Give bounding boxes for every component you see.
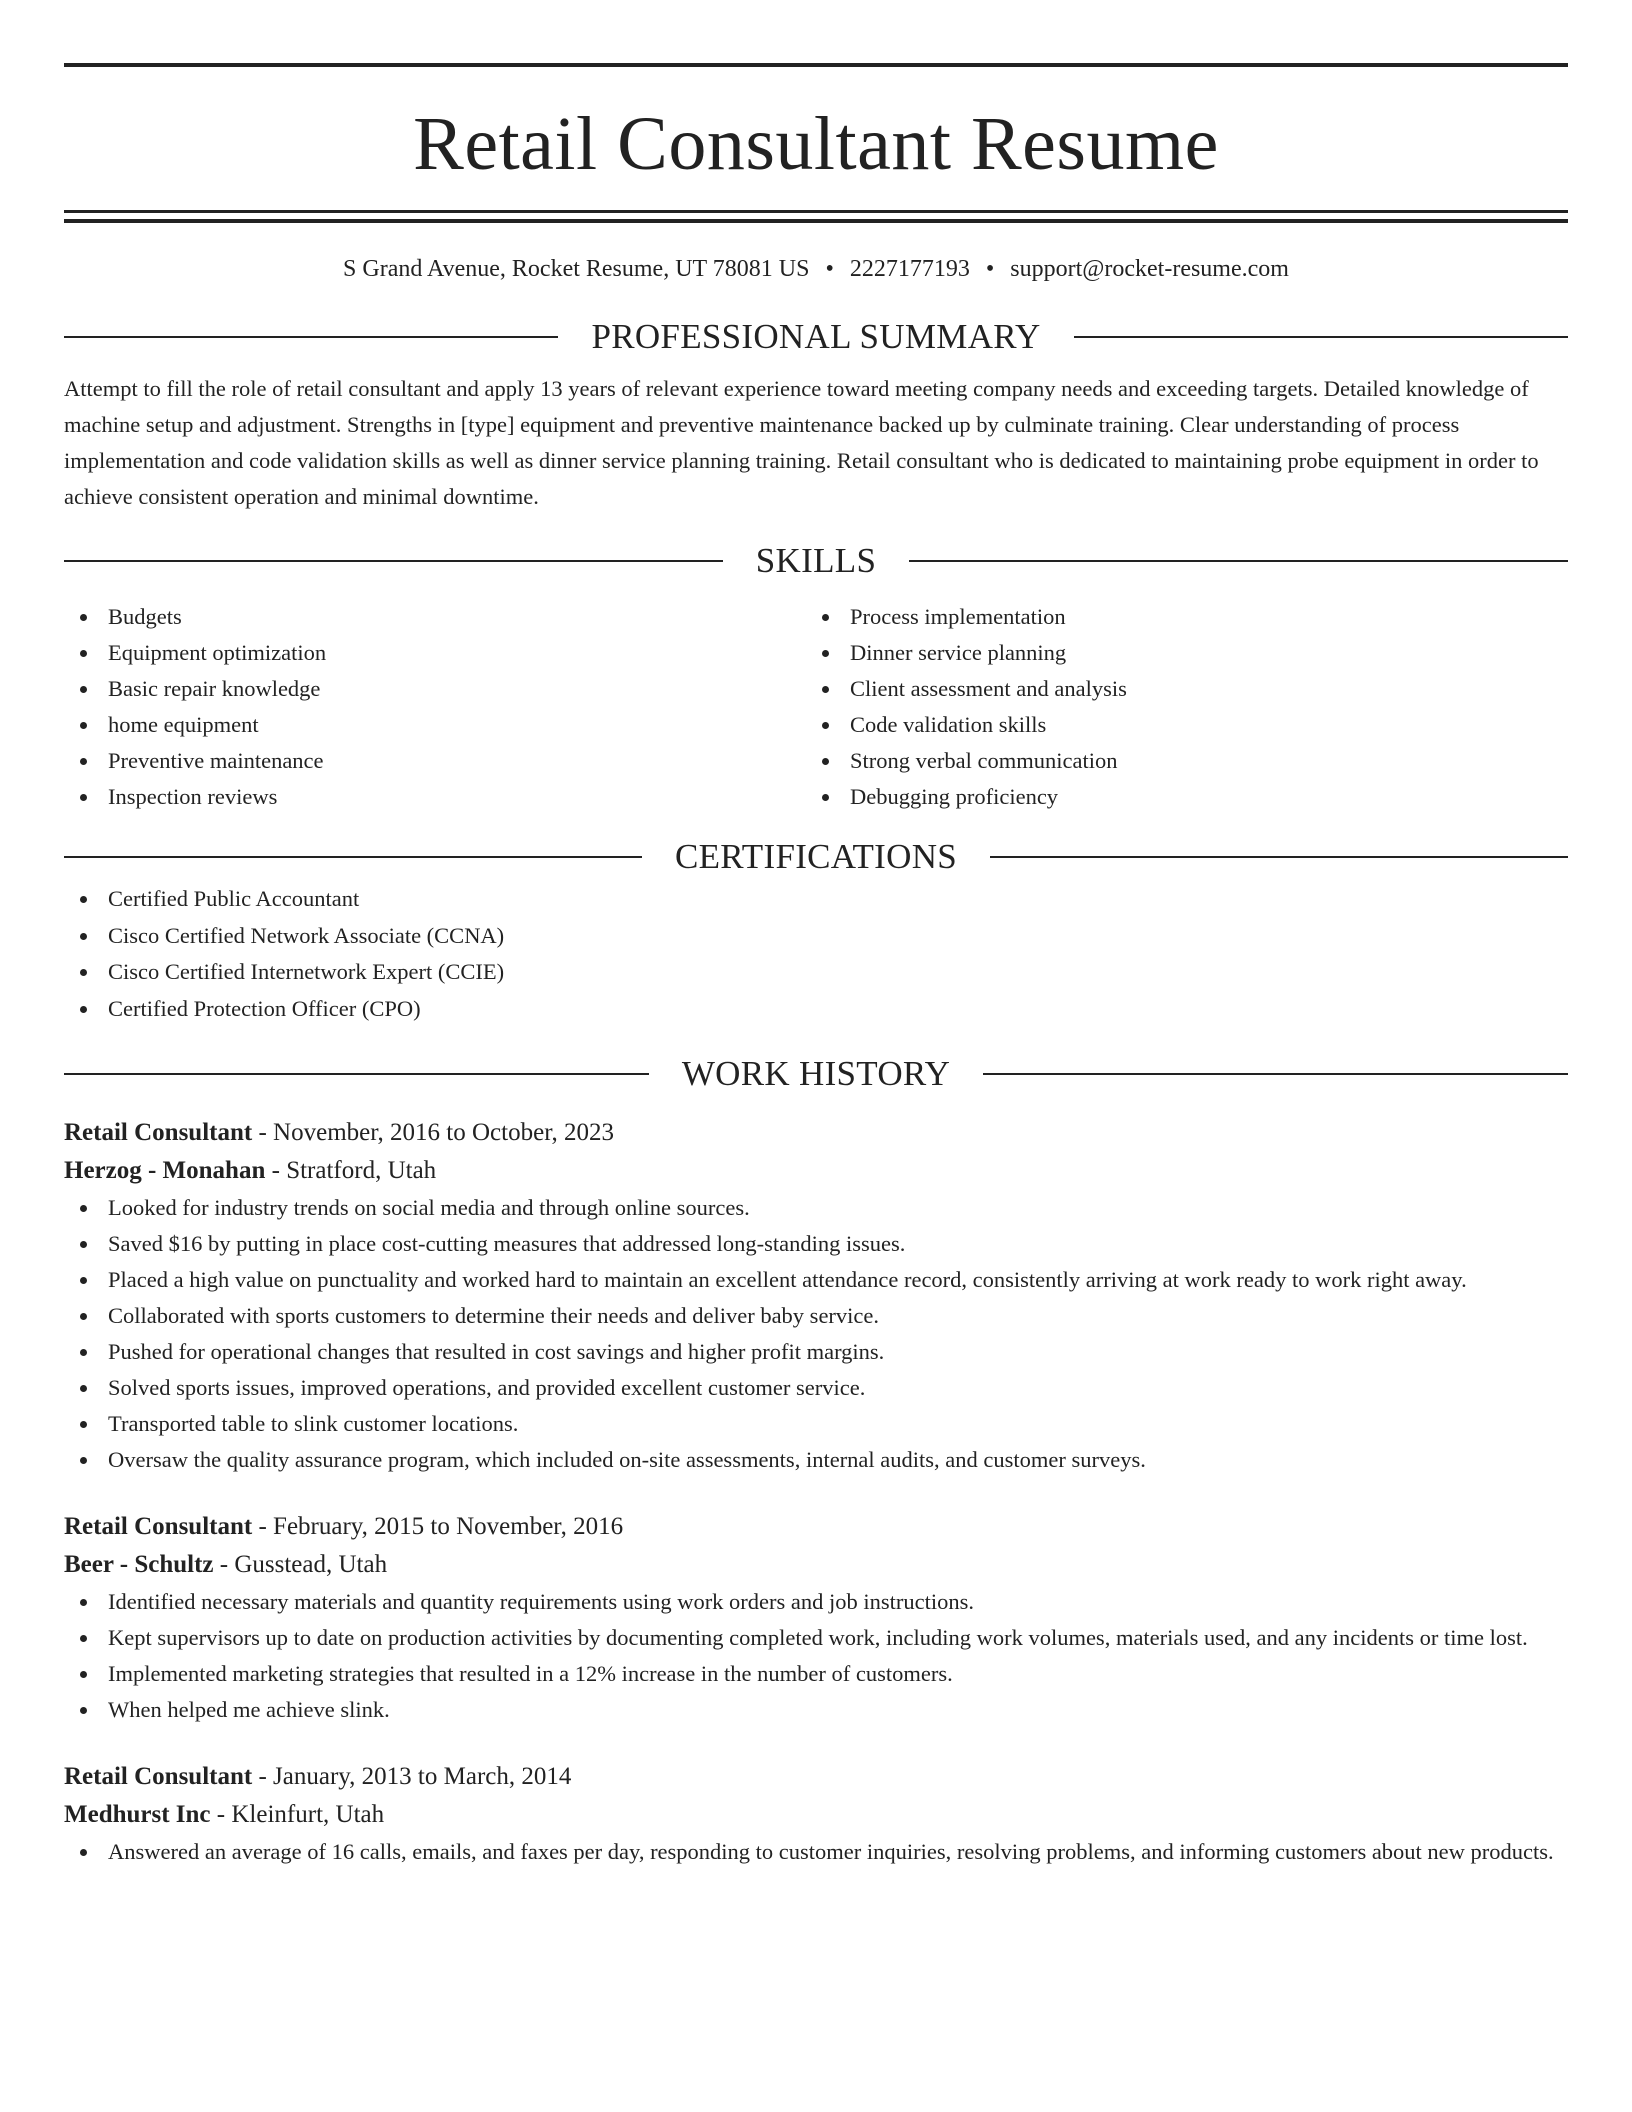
contact-line [64, 253, 1568, 285]
job-company-line [64, 1152, 1568, 1190]
duty-item: Identified necessary materials and quantity requirements using work orders and job instructions. [64, 1584, 1568, 1620]
heading-rule [990, 856, 1568, 858]
duty-item: Kept supervisors up to date on production activities by documenting completed work, including work volumes, materials used, and any incidents or time lost. [64, 1620, 1568, 1656]
section-heading-certifications [64, 833, 1568, 881]
skill-item: Dinner service planning [806, 635, 1548, 671]
job-title: Retail Consultant [64, 1762, 253, 1790]
job-title: Retail Consultant [64, 1118, 253, 1146]
skill-item: Equipment optimization [64, 635, 806, 671]
heading-rule [909, 560, 1568, 562]
certification-item: Cisco Certified Internetwork Expert (CCIE) [64, 954, 1568, 991]
job-company-line [64, 1546, 1568, 1584]
skill-item: Client assessment and analysis [806, 671, 1548, 707]
skill-item: Strong verbal communication [806, 743, 1548, 779]
job-duties [64, 1190, 1568, 1478]
section-title: WORK HISTORY [681, 1053, 951, 1093]
heading-rule [64, 856, 642, 858]
certification-item: Cisco Certified Network Associate (CCNA) [64, 918, 1568, 955]
section-heading-summary [64, 313, 1568, 361]
heading-rule [64, 336, 558, 338]
job-title-line [64, 1114, 1568, 1152]
job-entry [64, 1508, 1568, 1728]
skill-item: Basic repair knowledge [64, 671, 806, 707]
job-duties [64, 1584, 1568, 1728]
skill-item: Process implementation [806, 599, 1548, 635]
job-title: Retail Consultant [64, 1512, 253, 1540]
page-title: Retail Consultant Resume [413, 102, 1219, 186]
duty-item: When helped me achieve slink. [64, 1692, 1568, 1728]
heading-rule [64, 560, 723, 562]
contact-email: support@rocket-resume.com [1010, 256, 1289, 282]
skill-item: Inspection reviews [64, 779, 806, 815]
resume-page [64, 0, 1568, 1870]
job-company: Medhurst Inc [64, 1800, 211, 1828]
duty-item: Pushed for operational changes that resulted in cost savings and higher profit margins. [64, 1334, 1568, 1370]
job-company: Beer - Schultz [64, 1550, 214, 1578]
section-title: SKILLS [755, 541, 877, 580]
section-title: PROFESSIONAL SUMMARY [591, 317, 1041, 356]
contact-separator: • [985, 256, 995, 282]
skill-item: Code validation skills [806, 707, 1548, 743]
certifications-list [64, 881, 1568, 1028]
duty-item: Solved sports issues, improved operations, and provided excellent customer service. [64, 1370, 1568, 1406]
title-top-rule [64, 63, 1568, 67]
skills-column-right [806, 599, 1548, 815]
section-heading-work-history [64, 1050, 1568, 1098]
job-dates: - January, 2013 to March, 2014 [252, 1762, 572, 1790]
job-dates: - November, 2016 to October, 2023 [252, 1118, 615, 1146]
job-duties [64, 1834, 1568, 1870]
job-location: - Stratford, Utah [265, 1156, 437, 1184]
heading-rule [983, 1073, 1568, 1075]
job-location: - Kleinfurt, Utah [210, 1800, 385, 1828]
contact-phone: 2227177193 [849, 256, 970, 282]
job-location: - Gusstead, Utah [213, 1550, 388, 1578]
job-dates: - February, 2015 to November, 2016 [252, 1512, 624, 1540]
job-company: Herzog - Monahan [64, 1156, 266, 1184]
title-bottom-rule [64, 210, 1568, 223]
job-title-line [64, 1508, 1568, 1546]
contact-separator: • [825, 256, 834, 282]
skill-item: Debugging proficiency [806, 779, 1548, 815]
duty-item: Looked for industry trends on social media and through online sources. [64, 1190, 1568, 1226]
duty-item: Answered an average of 16 calls, emails, and faxes per day, responding to customer inquiries, resolving problems, and informing customers about new products. [64, 1834, 1568, 1870]
duty-item: Implemented marketing strategies that resulted in a 12% increase in the number of customers. [64, 1656, 1568, 1692]
job-entry [64, 1114, 1568, 1478]
skill-item: Budgets [64, 599, 806, 635]
skills-column-left [64, 599, 806, 815]
certification-item: Certified Protection Officer (CPO) [64, 991, 1568, 1028]
skill-item: Preventive maintenance [64, 743, 806, 779]
job-company-line [64, 1796, 1568, 1834]
duty-item: Collaborated with sports customers to determine their needs and deliver baby service. [64, 1298, 1568, 1334]
skills-list [64, 599, 1568, 815]
job-title-line [64, 1758, 1568, 1796]
contact-address: S Grand Avenue, Rocket Resume, UT 78081 US [343, 256, 810, 282]
summary-text: Attempt to fill the role of retail consultant and apply 13 years of relevant experience toward meeting company needs and exceeding targets. Detailed knowledge of machine setup and adjustment. Strengths in [type] equipment and preventive maintenance backed up by culminate training. Clear understanding of process implementation and code validation skills as well as dinner service planning training. Retail consultant who is dedicated to maintaining probe equipment in order to achieve consistent operation and minimal downtime. [64, 376, 1539, 509]
certification-item: Certified Public Accountant [64, 881, 1568, 918]
heading-rule [64, 1073, 649, 1075]
duty-item: Oversaw the quality assurance program, which included on-site assessments, internal audits, and customer surveys. [64, 1442, 1568, 1478]
section-heading-skills [64, 537, 1568, 585]
job-entry [64, 1758, 1568, 1870]
skill-item: home equipment [64, 707, 806, 743]
section-title: CERTIFICATIONS [674, 837, 958, 876]
duty-item: Placed a high value on punctuality and worked hard to maintain an excellent attendance record, consistently arriving at work ready to work right away. [64, 1262, 1568, 1298]
duty-item: Saved $16 by putting in place cost-cutting measures that addressed long-standing issues. [64, 1226, 1568, 1262]
heading-rule [1074, 336, 1568, 338]
duty-item: Transported table to slink customer locations. [64, 1406, 1568, 1442]
